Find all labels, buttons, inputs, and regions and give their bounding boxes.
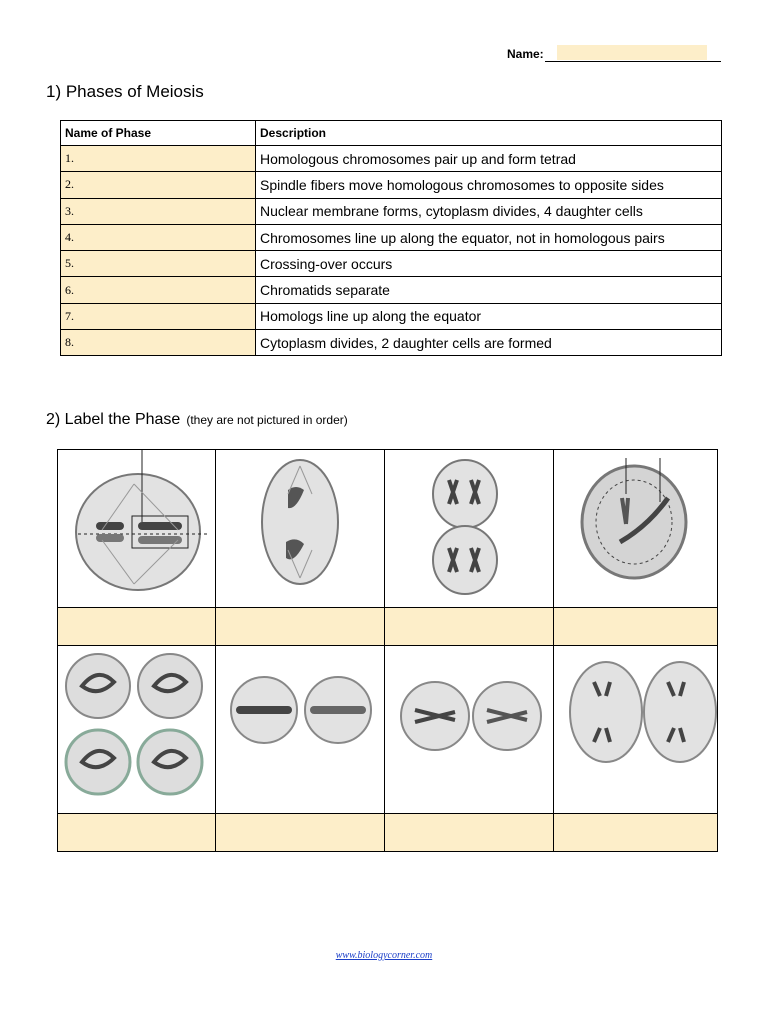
footer xyxy=(0,950,768,961)
image-cell-8 xyxy=(554,646,717,814)
name-label: Name: xyxy=(507,47,544,61)
description-cell: Homologs line up along the equator xyxy=(256,303,722,329)
image-cell-6 xyxy=(216,646,385,814)
phase-label-box[interactable] xyxy=(385,814,554,851)
phase-name-cell[interactable]: 3. xyxy=(61,198,256,224)
column-header-name: Name of Phase xyxy=(61,121,256,146)
phase-label-box[interactable] xyxy=(58,608,216,646)
description-cell: Spindle fibers move homologous chromosomes to opposite sides xyxy=(256,172,722,198)
description-cell: Nuclear membrane forms, cytoplasm divides, 4 daughter cells xyxy=(256,198,722,224)
phase-name-cell[interactable]: 5. xyxy=(61,251,256,277)
cell-diagram-icon xyxy=(216,450,385,608)
phase-name-cell[interactable]: 4. xyxy=(61,224,256,250)
name-field[interactable] xyxy=(545,45,721,62)
phase-name-cell[interactable]: 1. xyxy=(61,146,256,172)
image-cell-4 xyxy=(554,450,717,608)
description-cell: Homologous chromosomes pair up and form tetrad xyxy=(256,146,722,172)
cell-diagram-icon xyxy=(58,450,216,608)
table-row xyxy=(61,251,722,277)
section-2-title xyxy=(46,411,348,429)
description-cell: Cytoplasm divides, 2 daughter cells are formed xyxy=(256,330,722,356)
image-cell-2 xyxy=(216,450,385,608)
phase-label-box[interactable] xyxy=(554,814,717,851)
image-cell-1 xyxy=(58,450,216,608)
phase-label-box[interactable] xyxy=(385,608,554,646)
phase-name-cell[interactable]: 2. xyxy=(61,172,256,198)
phase-name-cell[interactable]: 8. xyxy=(61,330,256,356)
phase-name-cell[interactable]: 7. xyxy=(61,303,256,329)
column-header-description: Description xyxy=(256,121,722,146)
cell-diagram-icon xyxy=(216,646,385,814)
description-cell: Chromosomes line up along the equator, not in homologous pairs xyxy=(256,224,722,250)
cell-diagram-icon xyxy=(385,646,554,814)
description-cell: Chromatids separate xyxy=(256,277,722,303)
image-cell-5 xyxy=(58,646,216,814)
table-row xyxy=(61,303,722,329)
phase-label-box[interactable] xyxy=(216,608,385,646)
table-row xyxy=(61,146,722,172)
table-row xyxy=(61,172,722,198)
table-row xyxy=(61,224,722,250)
section-2-heading: 2) Label the Phase xyxy=(46,411,181,428)
section-1-title: 1) Phases of Meiosis xyxy=(46,82,204,101)
description-cell: Crossing-over occurs xyxy=(256,251,722,277)
image-cell-7 xyxy=(385,646,554,814)
section-2-note: (they are not pictured in order) xyxy=(186,413,348,427)
cell-diagram-icon xyxy=(58,646,216,814)
phase-label-box[interactable] xyxy=(58,814,216,851)
table-row xyxy=(61,330,722,356)
phases-table xyxy=(60,120,722,356)
phase-name-cell[interactable]: 6. xyxy=(61,277,256,303)
footer-link[interactable]: www.biologycorner.com xyxy=(335,950,433,961)
image-cell-3 xyxy=(385,450,554,608)
table-header-row xyxy=(61,121,722,146)
table-row xyxy=(61,277,722,303)
cell-diagram-icon xyxy=(554,646,717,814)
phase-label-box[interactable] xyxy=(554,608,717,646)
cell-diagram-icon xyxy=(385,450,554,608)
table-row xyxy=(61,198,722,224)
cell-diagram-icon xyxy=(554,450,717,608)
phase-label-box[interactable] xyxy=(216,814,385,851)
label-phase-grid xyxy=(57,449,718,852)
